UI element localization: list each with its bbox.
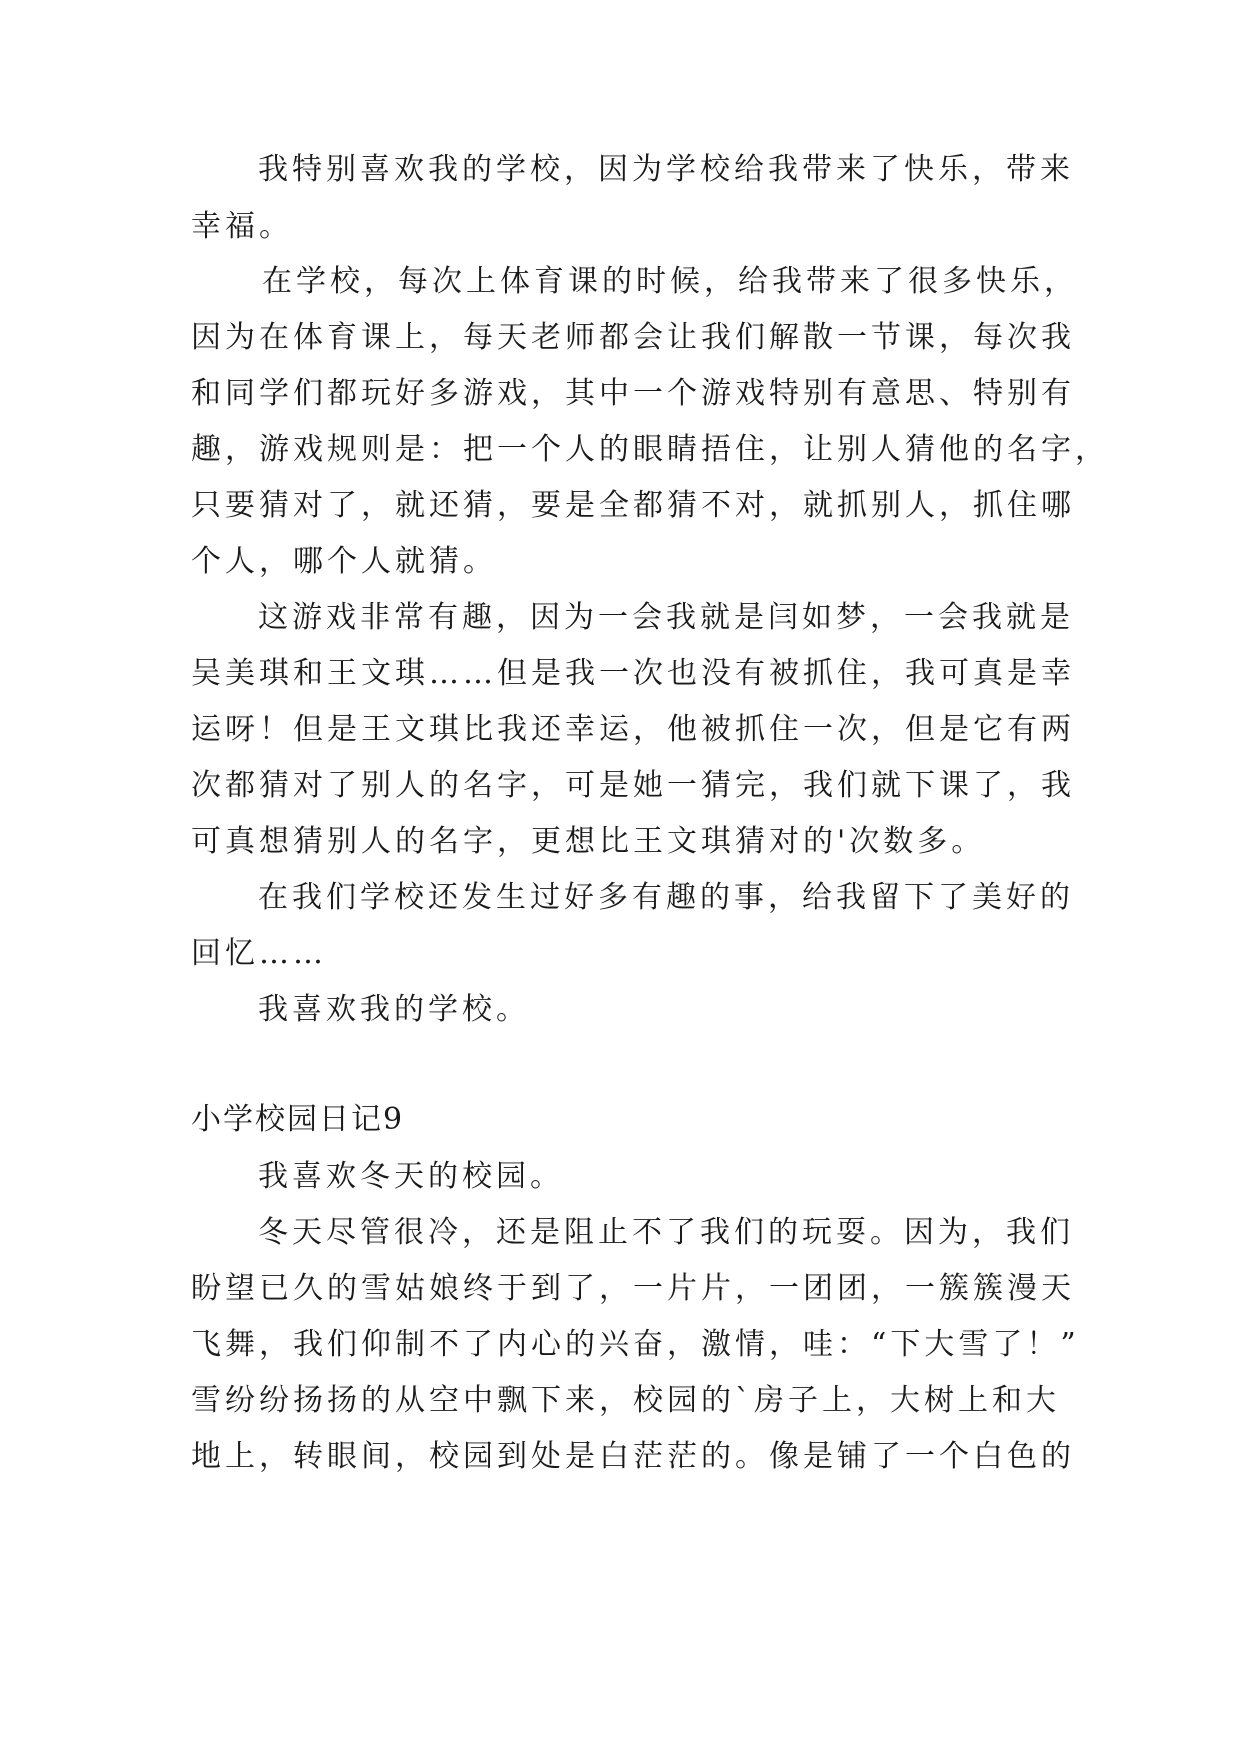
- paragraph-line: 趣，游戏规则是：把一个人的眼睛捂住，让别人猜他的名字，: [191, 432, 1109, 467]
- paragraph-line: 我特别喜欢我的学校，因为学校给我带来了快乐，带来: [258, 152, 1074, 187]
- section-title: 小学校园日记9: [191, 1102, 405, 1137]
- paragraph-line: 吴美琪和王文琪……但是我一次也没有被抓住，我可真是幸: [191, 656, 1075, 691]
- paragraph-line: 在学校，每次上体育课的时候，给我带来了很多快乐，: [262, 264, 1078, 299]
- paragraph-line: 因为在体育课上，每天老师都会让我们解散一节课，每次我: [191, 320, 1075, 355]
- paragraph-line: 次都猜对了别人的名字，可是她一猜完，我们就下课了，我: [191, 768, 1075, 803]
- paragraph-line: 我喜欢冬天的校园。: [258, 1159, 564, 1194]
- paragraph-line: 个人，哪个人就猜。: [191, 544, 497, 579]
- paragraph-line: 在我们学校还发生过好多有趣的事，给我留下了美好的: [258, 880, 1074, 915]
- paragraph-line: 冬天尽管很冷，还是阻止不了我们的玩耍。因为，我们: [258, 1215, 1074, 1250]
- paragraph-line: 盼望已久的雪姑娘终于到了，一片片，一团团，一簇簇漫天: [191, 1271, 1075, 1306]
- paragraph-line: 雪纷纷扬扬的从空中飘下来，校园的`房子上，大树上和大: [191, 1383, 1060, 1418]
- paragraph-line: 可真想猜别人的名字，更想比王文琪猜对的'次数多。: [191, 824, 986, 859]
- paragraph-line: 回忆……: [191, 936, 327, 971]
- paragraph-line: 我喜欢我的学校。: [258, 992, 530, 1027]
- paragraph-line: 只要猜对了，就还猜，要是全都猜不对，就抓别人，抓住哪: [191, 488, 1075, 523]
- paragraph-line: 运呀！但是王文琪比我还幸运，他被抓住一次，但是它有两: [191, 712, 1075, 747]
- paragraph-line: 地上，转眼间，校园到处是白茫茫的。像是铺了一个白色的: [191, 1439, 1075, 1474]
- paragraph-line: 这游戏非常有趣，因为一会我就是闫如梦，一会我就是: [258, 600, 1074, 635]
- paragraph-line: 和同学们都玩好多游戏，其中一个游戏特别有意思、特别有: [191, 376, 1075, 411]
- paragraph-line: 飞舞，我们仰制不了内心的兴奋，激情，哇：“下大雪了！”: [191, 1327, 1080, 1362]
- paragraph-line: 幸福。: [191, 209, 293, 244]
